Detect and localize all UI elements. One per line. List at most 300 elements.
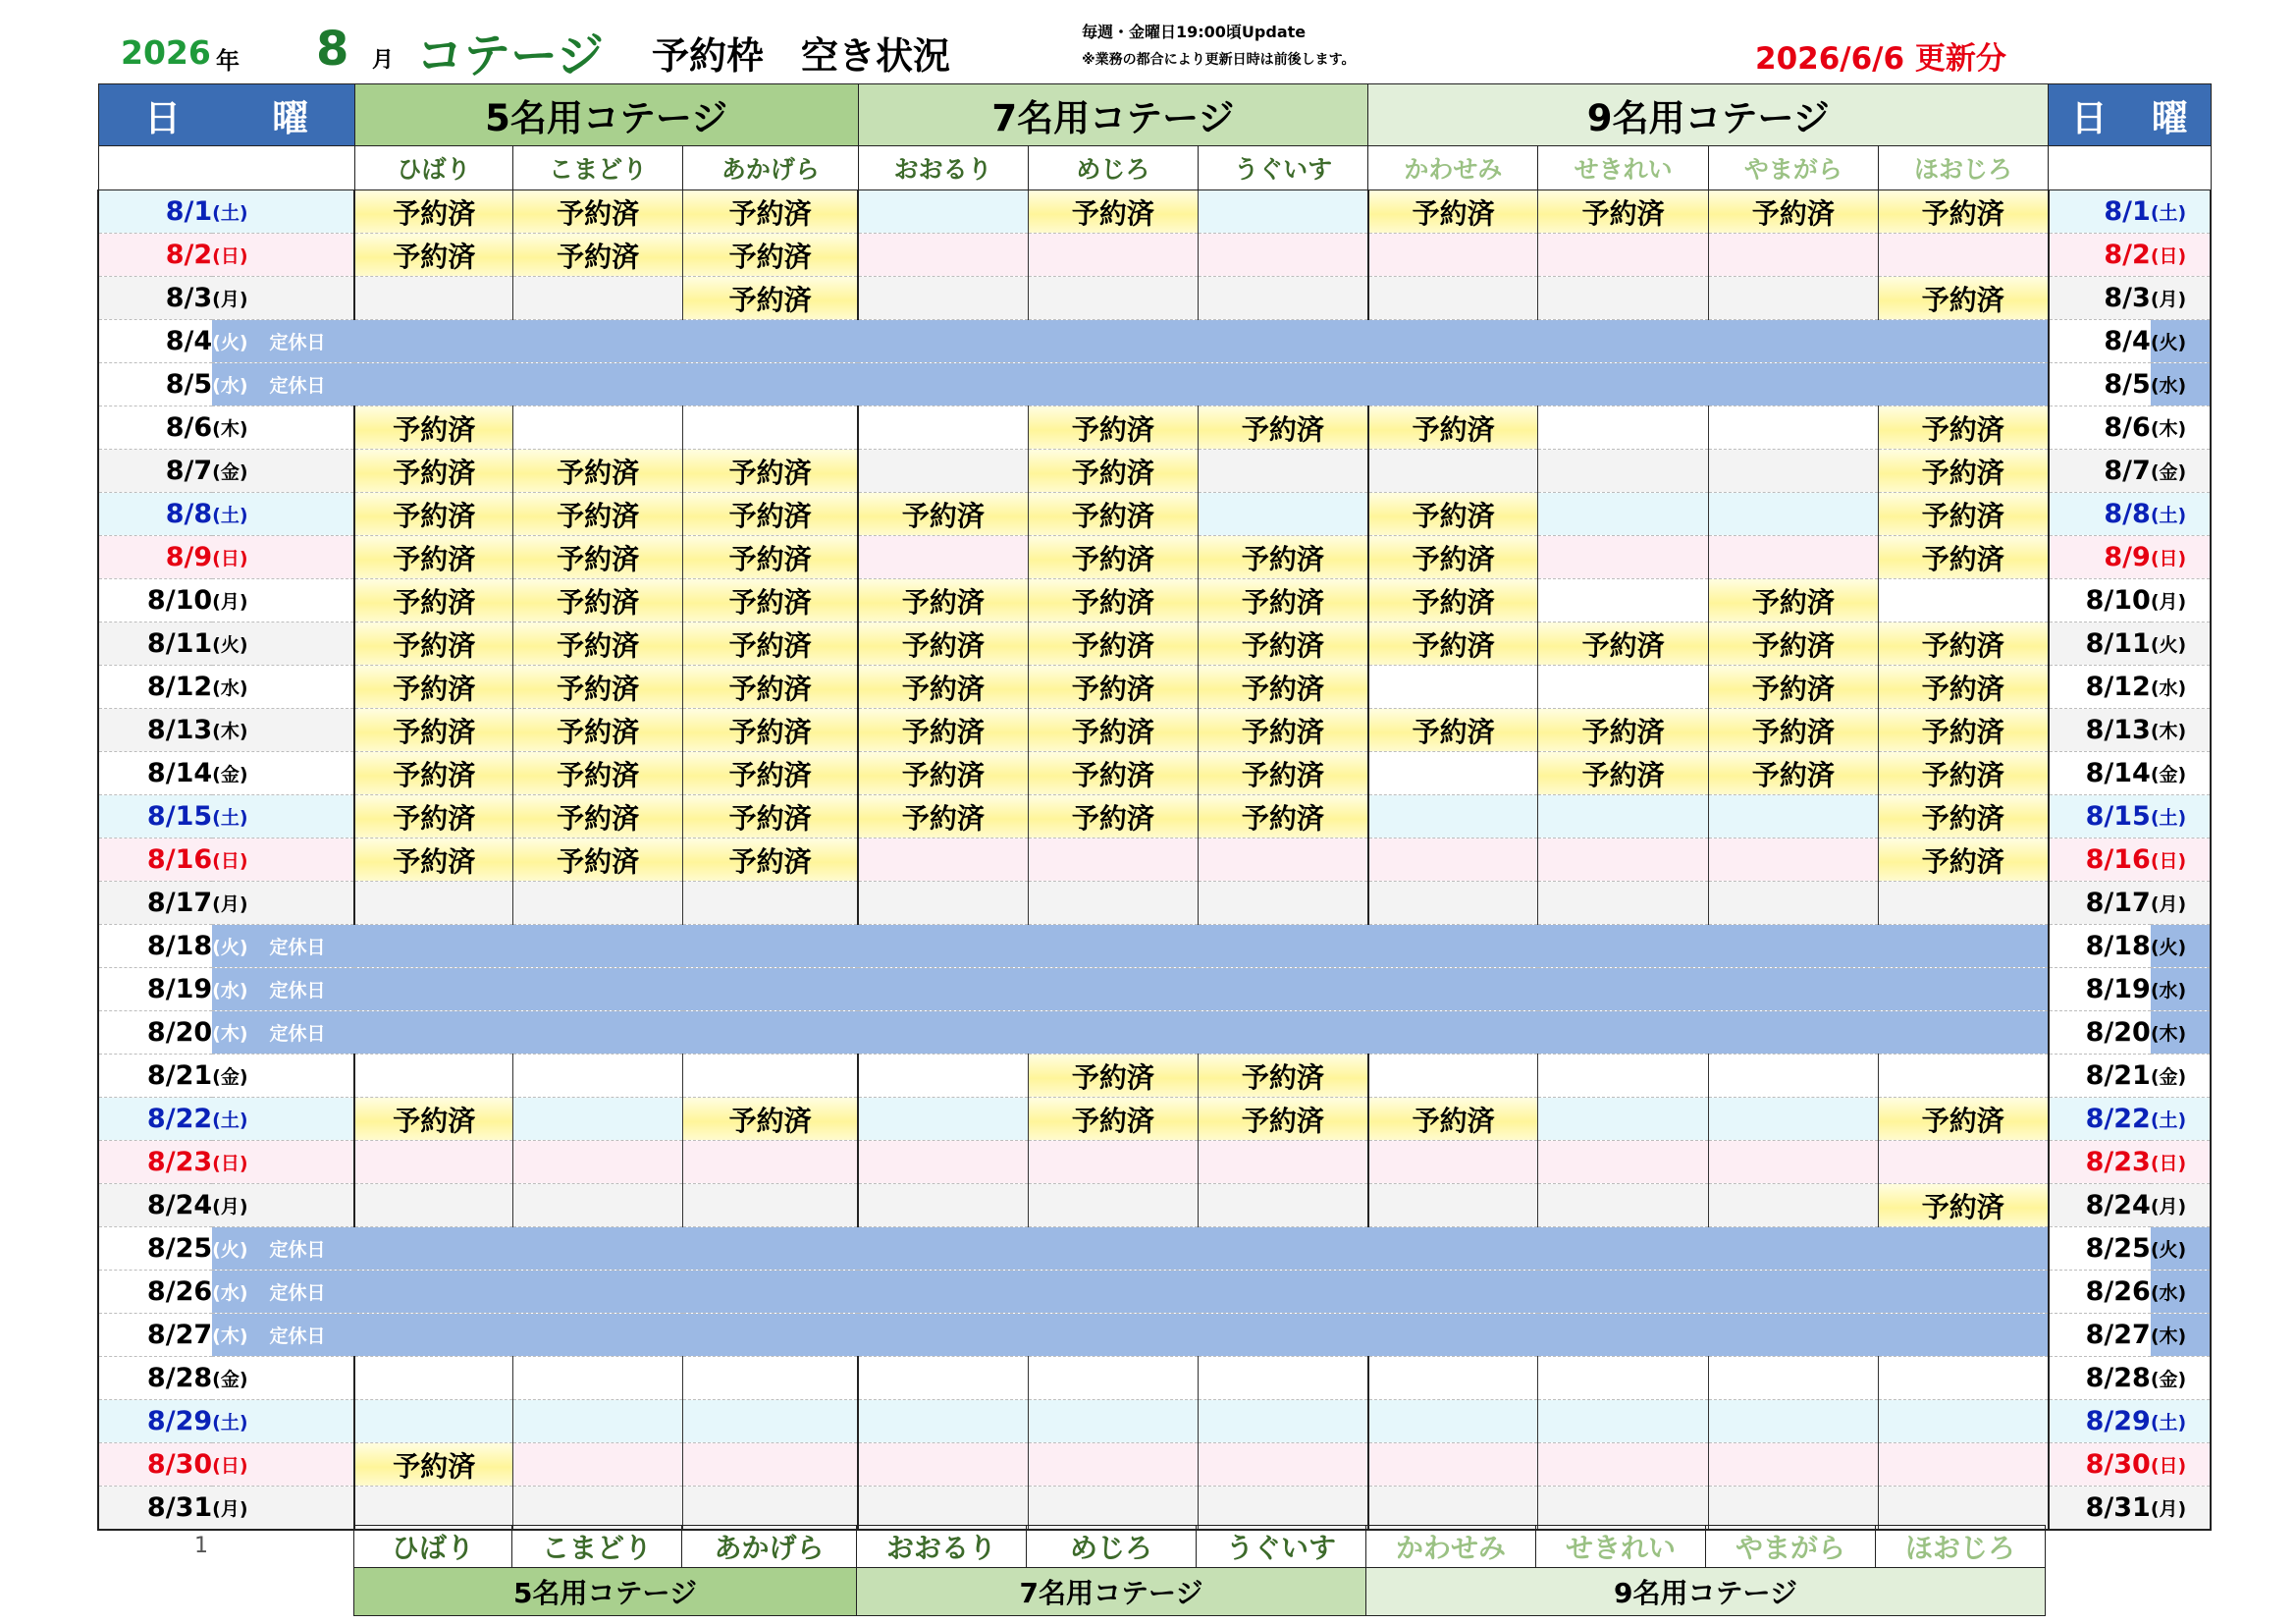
day-row [98,536,2211,579]
booked-cell-kawasemi: 予約済 [1368,190,1538,234]
booked-cell-akagera: 予約済 [683,450,858,493]
dow-header-char: 日 [2157,155,2182,184]
row-date: 8/21 [98,1055,212,1098]
booked-cell-komadori: 予約済 [513,234,683,277]
row-date: 8/30 [98,1443,212,1487]
available-cell-komadori [513,1098,683,1141]
row-dow: (金) [212,752,354,795]
available-cell-hoojiro [1878,1443,2048,1487]
booked-cell-komadori: 予約済 [513,839,683,882]
row-date-right: 8/24 [2049,1184,2151,1227]
available-cell-komadori [513,406,683,450]
available-cell-komadori [513,882,683,925]
booked-cell-akagera: 予約済 [683,795,858,839]
available-cell-ooruri [858,1098,1028,1141]
available-cell-kawasemi [1368,666,1538,709]
booked-cell-yamagara: 予約済 [1708,190,1878,234]
booked-cell-komadori: 予約済 [513,579,683,623]
row-date-right: 8/27 [2049,1314,2151,1357]
row-dow-right: (月) [2151,1487,2211,1530]
available-cell-ooruri [858,882,1028,925]
day-row [98,925,2211,968]
day-row [98,1487,2211,1530]
row-date: 8/12 [98,666,212,709]
available-cell-hoojiro [1878,1487,2048,1530]
available-cell-kawasemi [1368,1443,1538,1487]
available-cell-sekirei [1538,493,1708,536]
available-cell-mejiro [1028,1357,1198,1400]
booked-cell-hoojiro: 予約済 [1878,839,2048,882]
row-dow: (月) [212,1184,354,1227]
row-dow-right: (土) [2151,493,2211,536]
booked-cell-akagera: 予約済 [683,709,858,752]
row-dow: (日) [212,839,354,882]
row-dow: (金) [212,450,354,493]
row-dow: (木) [212,1326,248,1347]
available-cell-yamagara [1708,1141,1878,1184]
booked-cell-sekirei: 予約済 [1538,623,1708,666]
available-cell-komadori [513,1184,683,1227]
row-dow-right: (金) [2151,752,2211,795]
available-cell-hibari [354,1400,512,1443]
available-cell-uguisu [1199,1141,1368,1184]
row-dow-right: (金) [2151,450,2211,493]
booked-cell-hoojiro: 予約済 [1878,752,2048,795]
booked-cell-uguisu: 予約済 [1199,623,1368,666]
row-dow-right: (月) [2151,579,2211,623]
booked-cell-hibari: 予約済 [354,839,512,882]
row-date: 8/27 [98,1314,212,1357]
row-dow: (水) [212,980,248,1001]
row-dow: (日) [212,1443,354,1487]
day-row [98,1184,2211,1227]
row-dow-right: (土) [2151,795,2211,839]
booked-cell-hibari: 予約済 [354,1443,512,1487]
row-date: 8/19 [98,968,212,1011]
booked-cell-yamagara: 予約済 [1708,579,1878,623]
booked-cell-ooruri: 予約済 [858,795,1028,839]
row-date: 8/28 [98,1357,212,1400]
closed-day-label [212,925,354,968]
booked-cell-mejiro: 予約済 [1028,795,1198,839]
booked-cell-hibari: 予約済 [354,752,512,795]
footer-name-akagera: あかげら [682,1526,857,1568]
available-cell-uguisu [1199,1184,1368,1227]
booked-cell-mejiro: 予約済 [1028,1098,1198,1141]
footer-group-5: 5名用コテージ [354,1568,857,1616]
row-dow: (月) [212,277,354,320]
day-row [98,1443,2211,1487]
available-cell-hibari [354,277,512,320]
row-dow: (火) [212,332,248,353]
available-cell-ooruri [858,1443,1028,1487]
available-cell-mejiro [1028,1443,1198,1487]
available-cell-sekirei [1538,234,1708,277]
booked-cell-uguisu: 予約済 [1199,666,1368,709]
available-cell-kawasemi [1368,450,1538,493]
row-dow: (火) [212,1239,248,1261]
day-row [98,752,2211,795]
available-cell-yamagara [1708,450,1878,493]
row-dow: (木) [212,1023,248,1045]
available-cell-hibari [354,1055,512,1098]
booked-cell-kawasemi: 予約済 [1368,623,1538,666]
booked-cell-mejiro: 予約済 [1028,752,1198,795]
row-date: 8/31 [98,1487,212,1530]
group-9-header: 9名用コテージ [1368,84,2049,146]
available-cell-mejiro [1028,1141,1198,1184]
booked-cell-hoojiro: 予約済 [1878,1098,2048,1141]
booked-cell-kawasemi: 予約済 [1368,493,1538,536]
available-cell-kawasemi [1368,1357,1538,1400]
booked-cell-akagera: 予約済 [683,1098,858,1141]
day-row [98,277,2211,320]
row-date-right: 8/15 [2049,795,2151,839]
row-dow-right: (木) [2151,406,2211,450]
available-cell-hoojiro [1878,1055,2048,1098]
available-cell-komadori [513,1443,683,1487]
available-cell-sekirei [1538,1055,1708,1098]
booked-cell-kawasemi: 予約済 [1368,536,1538,579]
row-date-right: 8/13 [2049,709,2151,752]
available-cell-uguisu [1199,277,1368,320]
closed-text: 定休日 [269,1326,326,1347]
booked-cell-akagera: 予約済 [683,752,858,795]
cottage-name-hoojiro: ほおじろ [1878,146,2048,190]
row-dow: (月) [212,882,354,925]
day-row [98,968,2211,1011]
available-cell-mejiro [1028,1400,1198,1443]
row-dow: (土) [212,190,354,234]
available-cell-akagera [683,1400,858,1443]
booked-cell-akagera: 予約済 [683,493,858,536]
row-dow: (木) [212,709,354,752]
cottage-name-mejiro: めじろ [1028,146,1198,190]
footer-name-uguisu: うぐいす [1197,1526,1366,1568]
row-date: 8/2 [98,234,212,277]
row-date: 8/16 [98,839,212,882]
booked-cell-komadori: 予約済 [513,666,683,709]
row-date: 8/5 [98,363,212,406]
available-cell-uguisu [1199,882,1368,925]
available-cell-sekirei [1538,839,1708,882]
booked-cell-hoojiro: 予約済 [1878,1184,2048,1227]
footer-name-kawasemi: かわせみ [1366,1526,1536,1568]
booked-cell-yamagara: 予約済 [1708,709,1878,752]
available-cell-yamagara [1708,795,1878,839]
day-row [98,1227,2211,1271]
closed-day-label [212,1011,354,1055]
group-7-header: 7名用コテージ [858,84,1368,146]
available-cell-mejiro [1028,234,1198,277]
row-dow-right: (水) [2151,666,2211,709]
available-cell-komadori [513,277,683,320]
cottage-name-kawasemi: かわせみ [1368,146,1538,190]
row-dow-right: (火) [2151,623,2211,666]
row-date-right: 8/18 [2049,925,2151,968]
booked-cell-uguisu: 予約済 [1199,1098,1368,1141]
row-dow: (水) [212,666,354,709]
booked-cell-hibari: 予約済 [354,234,512,277]
available-cell-yamagara [1708,234,1878,277]
available-cell-ooruri [858,839,1028,882]
day-row [98,1055,2211,1098]
available-cell-mejiro [1028,882,1198,925]
booked-cell-mejiro: 予約済 [1028,450,1198,493]
day-row [98,234,2211,277]
month: 8 [316,22,349,77]
booked-cell-akagera: 予約済 [683,190,858,234]
booked-cell-akagera: 予約済 [683,234,858,277]
row-date-right: 8/19 [2049,968,2151,1011]
cottage-name-sekirei: せきれい [1538,146,1708,190]
booked-cell-kawasemi: 予約済 [1368,709,1538,752]
available-cell-kawasemi [1368,795,1538,839]
row-dow: (水) [212,1282,248,1304]
available-cell-sekirei [1538,1487,1708,1530]
row-date-right: 8/10 [2049,579,2151,623]
closed-text: 定休日 [269,937,326,958]
footer-group-9: 9名用コテージ [1366,1568,2046,1616]
closed-day-band [354,1271,2048,1314]
available-cell-sekirei [1538,536,1708,579]
booked-cell-kawasemi: 予約済 [1368,1098,1538,1141]
available-cell-uguisu [1199,1487,1368,1530]
row-date: 8/26 [98,1271,212,1314]
row-dow-right: (火) [2151,320,2211,363]
row-dow-right: (水) [2151,968,2211,1011]
booked-cell-ooruri: 予約済 [858,623,1028,666]
booked-cell-hoojiro: 予約済 [1878,450,2048,493]
day-row [98,190,2211,234]
available-cell-ooruri [858,1487,1028,1530]
cottage-name-yamagara: やまがら [1708,146,1878,190]
available-cell-kawasemi [1368,234,1538,277]
available-cell-uguisu [1199,1357,1368,1400]
row-dow: (土) [212,795,354,839]
booked-cell-ooruri: 予約済 [858,752,1028,795]
available-cell-kawasemi [1368,839,1538,882]
available-cell-uguisu [1199,450,1368,493]
available-cell-hibari [354,1141,512,1184]
booked-cell-hoojiro: 予約済 [1878,190,2048,234]
row-dow-right: (水) [2151,1271,2211,1314]
row-dow-right: (木) [2151,1011,2211,1055]
date-header-right-top [2049,84,2211,146]
booked-cell-mejiro: 予約済 [1028,1055,1198,1098]
available-cell-ooruri [858,277,1028,320]
row-date-right: 8/7 [2049,450,2151,493]
row-date-right: 8/4 [2049,320,2151,363]
booked-cell-akagera: 予約済 [683,666,858,709]
booked-cell-komadori: 予約済 [513,450,683,493]
day-row [98,320,2211,363]
booked-cell-hoojiro: 予約済 [1878,666,2048,709]
available-cell-uguisu [1199,234,1368,277]
available-cell-hibari [354,1184,512,1227]
available-cell-ooruri [858,406,1028,450]
row-date-right: 8/22 [2049,1098,2151,1141]
available-cell-kawasemi [1368,277,1538,320]
date-header-char: 付 [2076,155,2102,184]
row-dow: (火) [212,623,354,666]
booked-cell-ooruri: 予約済 [858,493,1028,536]
available-cell-sekirei [1538,1400,1708,1443]
available-cell-sekirei [1538,1184,1708,1227]
day-row [98,1098,2211,1141]
available-cell-ooruri [858,190,1028,234]
available-cell-sekirei [1538,277,1708,320]
closed-text: 定休日 [269,1282,326,1304]
booked-cell-hibari: 予約済 [354,406,512,450]
available-cell-mejiro [1028,277,1198,320]
row-date-right: 8/28 [2049,1357,2151,1400]
row-dow-right: (日) [2151,839,2211,882]
closed-text: 定休日 [269,375,326,397]
booked-cell-hoojiro: 予約済 [1878,795,2048,839]
closed-day-band [354,1011,2048,1055]
available-cell-komadori [513,1141,683,1184]
available-cell-yamagara [1708,1055,1878,1098]
available-cell-akagera [683,406,858,450]
booked-cell-hibari: 予約済 [354,795,512,839]
footer-name-ooruri: おおるり [857,1526,1027,1568]
closed-day-label [212,363,354,406]
day-row [98,406,2211,450]
row-date-right: 8/29 [2049,1400,2151,1443]
day-row [98,1357,2211,1400]
booked-cell-hoojiro: 予約済 [1878,536,2048,579]
row-dow: (水) [212,375,248,397]
row-dow: (土) [212,493,354,536]
booked-cell-akagera: 予約済 [683,536,858,579]
row-dow: (日) [212,234,354,277]
day-row [98,623,2211,666]
available-cell-komadori [513,1055,683,1098]
row-dow-right: (火) [2151,925,2211,968]
day-row [98,579,2211,623]
row-dow-right: (月) [2151,882,2211,925]
available-cell-mejiro [1028,1184,1198,1227]
available-cell-yamagara [1708,882,1878,925]
available-cell-komadori [513,1357,683,1400]
booked-cell-mejiro: 予約済 [1028,666,1198,709]
booked-cell-kawasemi: 予約済 [1368,579,1538,623]
day-row [98,839,2211,882]
availability-table [97,83,2212,1531]
row-dow: (日) [212,536,354,579]
day-row [98,1271,2211,1314]
booked-cell-hoojiro: 予約済 [1878,709,2048,752]
available-cell-akagera [683,1487,858,1530]
closed-day-label [212,1227,354,1271]
available-cell-hibari [354,1487,512,1530]
booked-cell-ooruri: 予約済 [858,709,1028,752]
closed-text: 定休日 [269,332,326,353]
available-cell-komadori [513,1487,683,1530]
available-cell-hoojiro [1878,1141,2048,1184]
booked-cell-yamagara: 予約済 [1708,666,1878,709]
row-date: 8/3 [98,277,212,320]
available-cell-yamagara [1708,536,1878,579]
page-number: 1 [194,1534,208,1558]
row-dow-right: (火) [2151,1227,2211,1271]
available-cell-kawasemi [1368,1400,1538,1443]
closed-day-label [212,1271,354,1314]
booked-cell-akagera: 予約済 [683,839,858,882]
row-date: 8/4 [98,320,212,363]
row-dow-right: (日) [2151,1141,2211,1184]
row-date: 8/23 [98,1141,212,1184]
available-cell-yamagara [1708,1400,1878,1443]
row-date-right: 8/23 [2049,1141,2151,1184]
row-dow-right: (木) [2151,1314,2211,1357]
booked-cell-akagera: 予約済 [683,623,858,666]
page-title: コテージ [416,28,605,83]
available-cell-ooruri [858,1357,1028,1400]
booked-cell-komadori: 予約済 [513,536,683,579]
booked-cell-hibari: 予約済 [354,536,512,579]
booked-cell-hibari: 予約済 [354,623,512,666]
booked-cell-kawasemi: 予約済 [1368,406,1538,450]
cottage-name-uguisu: うぐいす [1199,146,1368,190]
row-date-right: 8/3 [2049,277,2151,320]
row-dow: (月) [212,1487,354,1530]
month-unit: 月 [372,48,395,73]
update-disclaimer-note: ※業務の都合により更新日時は前後します。 [1082,52,1356,68]
available-cell-uguisu [1199,1400,1368,1443]
booked-cell-komadori: 予約済 [513,752,683,795]
booked-cell-uguisu: 予約済 [1199,1055,1368,1098]
available-cell-kawasemi [1368,1055,1538,1098]
dow-header-char: 日 [278,155,303,184]
row-date-right: 8/17 [2049,882,2151,925]
available-cell-mejiro [1028,1487,1198,1530]
row-dow-right: (土) [2151,1400,2211,1443]
row-date-right: 8/11 [2049,623,2151,666]
closed-day-band [354,925,2048,968]
row-date-right: 8/2 [2049,234,2151,277]
available-cell-sekirei [1538,1141,1708,1184]
available-cell-kawasemi [1368,1487,1538,1530]
row-date: 8/29 [98,1400,212,1443]
cottage-name-ooruri: おおるり [858,146,1028,190]
available-cell-uguisu [1199,493,1368,536]
booked-cell-akagera: 予約済 [683,579,858,623]
row-dow-right: (金) [2151,1357,2211,1400]
booked-cell-mejiro: 予約済 [1028,623,1198,666]
row-date: 8/20 [98,1011,212,1055]
row-date-right: 8/8 [2049,493,2151,536]
row-date: 8/14 [98,752,212,795]
row-date-right: 8/25 [2049,1227,2151,1271]
available-cell-sekirei [1538,1098,1708,1141]
row-dow: (金) [212,1055,354,1098]
booked-cell-uguisu: 予約済 [1199,406,1368,450]
booked-cell-uguisu: 予約済 [1199,709,1368,752]
row-dow: (土) [212,1098,354,1141]
booked-cell-mejiro: 予約済 [1028,709,1198,752]
available-cell-uguisu [1199,839,1368,882]
booked-cell-komadori: 予約済 [513,623,683,666]
available-cell-hibari [354,882,512,925]
row-date: 8/17 [98,882,212,925]
available-cell-uguisu [1199,190,1368,234]
available-cell-uguisu [1199,1443,1368,1487]
booked-cell-uguisu: 予約済 [1199,536,1368,579]
day-row [98,882,2211,925]
available-cell-ooruri [858,450,1028,493]
